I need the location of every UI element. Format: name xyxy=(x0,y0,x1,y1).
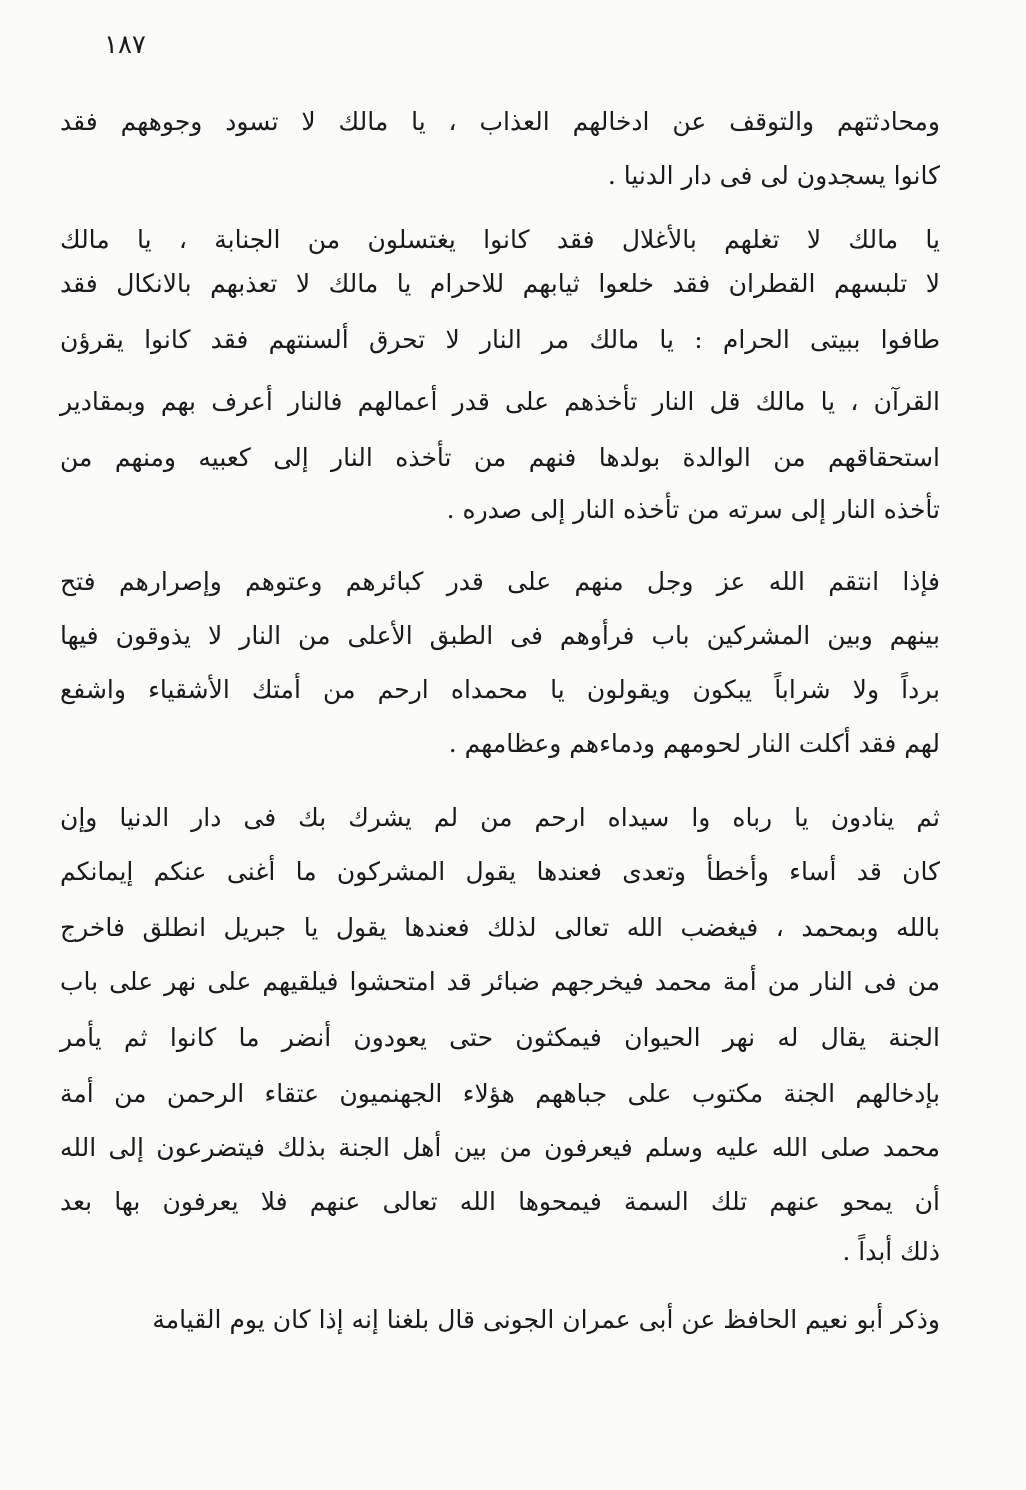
text-line: ذلك أبداً . xyxy=(842,1237,940,1266)
text-line: لهم فقد أكلت النار لحومهم ودماءهم وعظامهم . xyxy=(448,729,940,758)
text-line: طافوا ببيتى الحرام : يا مالك مر النار لا تحرق ألسنتهم فقد كانوا يقرؤن xyxy=(60,325,940,354)
text-line: بينهم وبين المشركين باب فرأوهم فى الطبق الأعلى من النار لا يذوقون فيها xyxy=(60,621,940,650)
text-line: الجنة يقال له نهر الحيوان فيمكثون حتى يعودون أنضر ما كانوا ثم يأمر xyxy=(60,1023,940,1052)
page-number: ١٨٧ xyxy=(104,30,146,60)
text-line: كانوا يسجدون لى فى دار الدنيا . xyxy=(607,161,940,190)
text-line: لا تلبسهم القطران فقد خلعوا ثيابهم للاحرام يا مالك لا تعذبهم بالانكال فقد xyxy=(60,269,940,298)
text-line: يا مالك لا تغلهم بالأغلال فقد كانوا يغتسلون من الجنابة ، يا مالك xyxy=(60,225,940,254)
text-line: محمد صلى الله عليه وسلم فيعرفون من بين أهل الجنة بذلك فيتضرعون إلى الله xyxy=(60,1133,940,1162)
text-line: بإدخالهم الجنة مكتوب على جباههم هؤلاء الجهنميون عتقاء الرحمن من أمة xyxy=(60,1079,940,1108)
text-line: القرآن ، يا مالك قل النار تأخذهم على قدر أعمالهم فالنار أعرف بهم وبمقادير xyxy=(60,387,940,416)
text-line: تأخذه النار إلى سرته من تأخذه النار إلى صدره . xyxy=(446,495,940,524)
text-line: وذكر أبو نعيم الحافظ عن أبى عمران الجونى قال بلغنا إنه إذا كان يوم القيامة xyxy=(152,1305,940,1334)
text-line: برداً ولا شراباً يبكون ويقولون يا محمداه ارحم من أمتك الأشقياء واشفع xyxy=(60,675,940,704)
text-line: ومحادثتهم والتوقف عن ادخالهم العذاب ، يا مالك لا تسود وجوههم فقد xyxy=(60,107,940,136)
text-line: ثم ينادون يا رباه وا سيداه ارحم من لم يشرك بك فى دار الدنيا وإن xyxy=(60,803,940,832)
text-line: بالله وبمحمد ، فيغضب الله تعالى لذلك فعندها يقول يا جبريل انطلق فاخرج xyxy=(60,913,940,942)
text-line: من فى النار من أمة محمد فيخرجهم ضبائر قد امتحشوا فيلقيهم على نهر على باب xyxy=(60,967,940,996)
text-line: كان قد أساء وأخطأ وتعدى فعندها يقول المشركون ما أغنى عنكم إيمانكم xyxy=(60,857,940,886)
text-line: فإذا انتقم الله عز وجل منهم على قدر كبائرهم وعتوهم وإصرارهم فتح xyxy=(60,567,940,596)
text-line: أن يمحو عنهم تلك السمة فيمحوها الله تعالى عنهم فلا يعرفون بها بعد xyxy=(60,1187,940,1216)
text-line: استحقاقهم من الوالدة بولدها فنهم من تأخذه النار إلى كعبيه ومنهم من xyxy=(60,443,940,472)
